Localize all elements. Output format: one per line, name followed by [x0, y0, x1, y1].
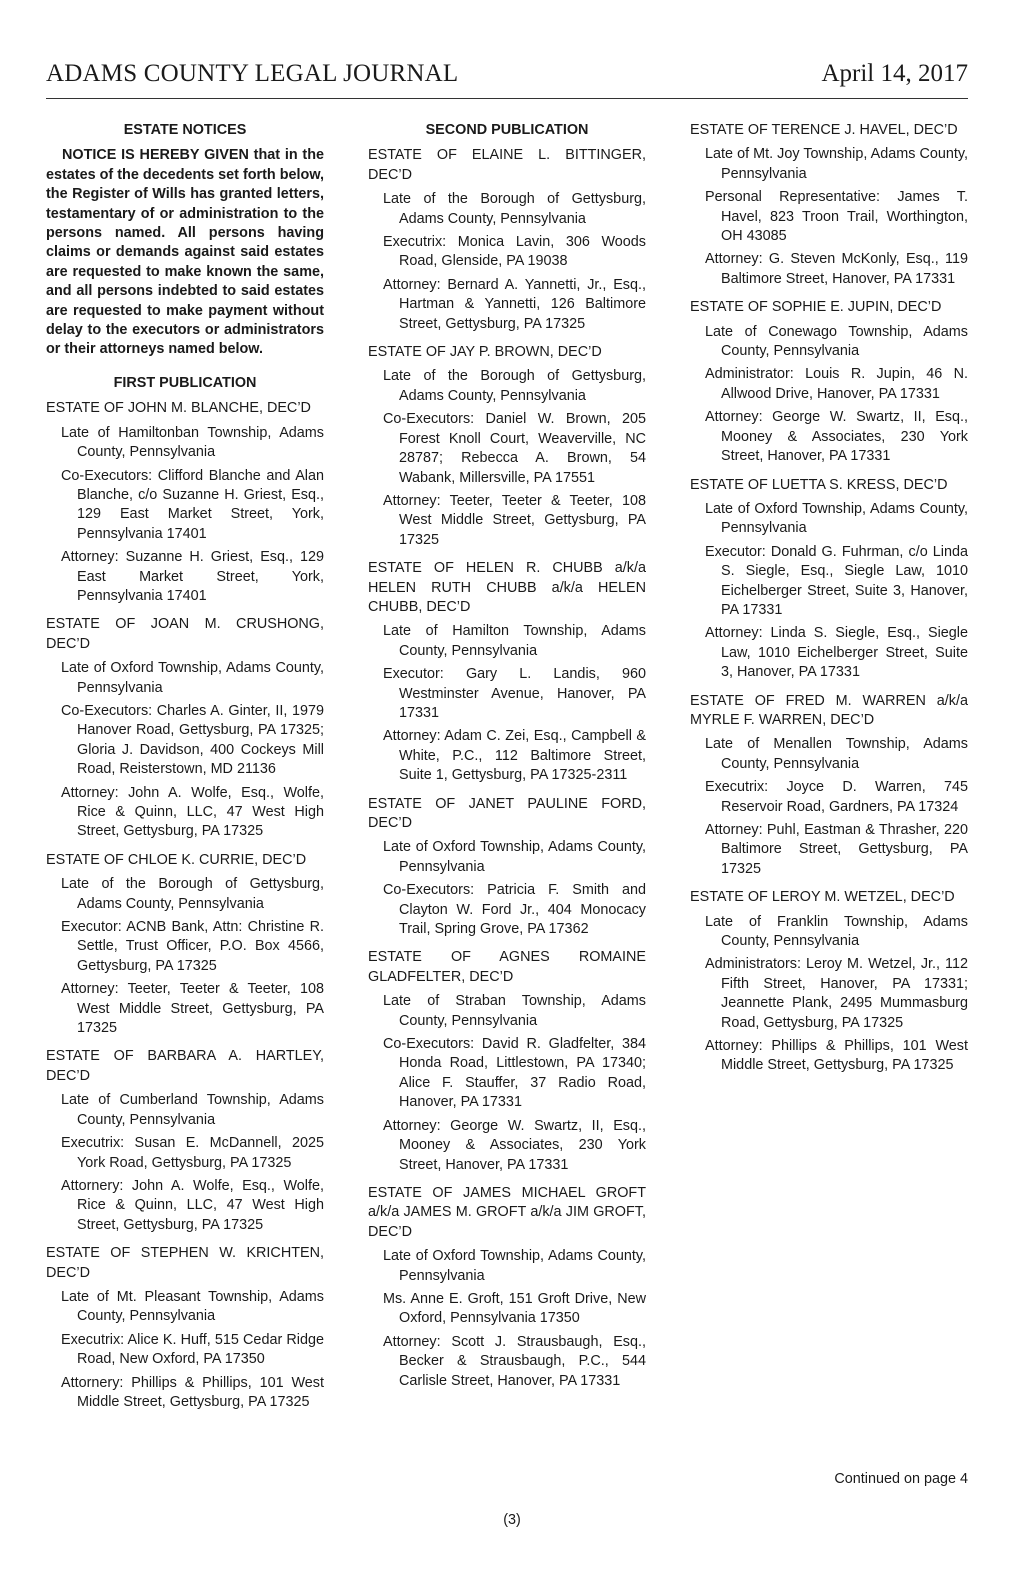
estate-detail: Administrators: Leroy M. Wetzel, Jr., 112 Fifth Street, Hanover, PA 17331; Jeannette Plank, 2495 Mummasburg Road, Gettysburg, PA 17325: [705, 956, 968, 1031]
estate-detail: Late of Oxford Township, Adams County, Pennsylvania: [383, 839, 646, 875]
estate-detail: Late of Hamiltonban Township, Adams County, Pennsylvania: [61, 424, 324, 461]
estate-detail: Attorney: Scott J. Strausbaugh, Esq., Becker & Strausbaugh, P.C., 544 Carlisle Street, Hanover, PA 17331: [383, 1333, 646, 1389]
estate-title: ESTATE OF JAY P. BROWN, DEC’D: [368, 344, 602, 361]
estate-list: [690, 121, 968, 1076]
estate-detail: Attorney: Puhl, Eastman & Thrasher, 220 Baltimore Street, Gettysburg, PA 17325: [705, 822, 968, 877]
estate-detail: Late of Mt. Pleasant Township, Adams County, Pennsylvania: [61, 1288, 324, 1325]
estate-detail: Attorney: Bernard A. Yannetti, Jr., Esq., Hartman & Yannetti, 126 Baltimore Street, Gettysburg, PA 17325: [383, 276, 646, 332]
estate-title: ESTATE OF JOAN M. CRUSHONG, DEC’D: [46, 616, 324, 652]
estate-title: ESTATE OF AGNES ROMAINE GLADFELTER, DEC’D: [368, 949, 646, 985]
estate-detail: Executrix: Susan E. McDannell, 2025 York Road, Gettysburg, PA 17325: [61, 1135, 324, 1171]
page-header: [46, 54, 968, 99]
estate-title: ESTATE OF ELAINE L. BITTINGER, DEC’D: [368, 147, 646, 183]
second-publication-heading: SECOND PUBLICATION: [425, 122, 589, 138]
estate-detail: Executor: Gary L. Landis, 960 Westminster Avenue, Hanover, PA 17331: [383, 666, 646, 721]
estate-notice: [690, 298, 968, 466]
estate-detail: Attorney: George W. Swartz, II, Esq., Mooney & Associates, 230 York Street, Hanover, PA 17331: [383, 1117, 646, 1173]
estate-notice: [690, 476, 968, 683]
estate-notice: [46, 615, 324, 841]
first-publication-heading: FIRST PUBLICATION: [113, 374, 257, 391]
estate-detail: Co-Executors: David R. Gladfelter, 384 Honda Road, Littlestown, PA 17340; Alice F. Stauffer, 37 Radio Road, Hanover, PA 17331: [383, 1036, 646, 1111]
estate-detail: Late of Menallen Township, Adams County, Pennsylvania: [705, 736, 968, 772]
estate-detail: Executrix: Alice K. Huff, 515 Cedar Ridge Road, New Oxford, PA 17350: [61, 1331, 324, 1368]
estate-detail: Executor: Donald G. Fuhrman, c/o Linda S. Siegle, Esq., Siegle Law, 1010 Eichelberger Street, Suite 3, Hanover, PA 17331: [705, 543, 968, 618]
estate-detail: Executrix: Monica Lavin, 306 Woods Road, Glenside, PA 19038: [383, 234, 646, 270]
estate-notice: [368, 146, 646, 334]
estate-detail: Late of Mt. Joy Township, Adams County, Pennsylvania: [705, 146, 968, 182]
estate-detail: Attorney: G. Steven McKonly, Esq., 119 Baltimore Street, Hanover, PA 17331: [705, 251, 968, 287]
estate-detail: Attorney: Phillips & Phillips, 101 West Middle Street, Gettysburg, PA 17325: [705, 1038, 968, 1074]
estate-detail: Administrator: Louis R. Jupin, 46 N. Allwood Drive, Hanover, PA 17331: [705, 366, 968, 402]
estate-title: ESTATE OF SOPHIE E. JUPIN, DEC’D: [690, 299, 942, 316]
estate-title: ESTATE OF JANET PAULINE FORD, DEC’D: [368, 795, 646, 831]
estate-list: [368, 146, 646, 1391]
issue-date: April 14, 2017: [821, 60, 968, 87]
estate-detail: Attorney: Linda S. Siegle, Esq., Siegle Law, 1010 Eichelberger Street, Suite 3, Hanover, PA 17331: [705, 625, 968, 681]
estate-notice: [368, 948, 646, 1174]
estate-notice: [46, 399, 324, 606]
estate-title: ESTATE OF FRED M. WARREN a/k/a MYRLE F. WARREN, DEC’D: [690, 692, 968, 728]
estate-detail: Late of Conewago Township, Adams County, Pennsylvania: [705, 323, 968, 360]
estate-list: [46, 399, 324, 1412]
estate-detail: Late of the Borough of Gettysburg, Adams County, Pennsylvania: [383, 191, 646, 227]
estate-detail: Late of Cumberland Township, Adams County, Pennsylvania: [61, 1092, 324, 1128]
estate-title: ESTATE OF BARBARA A. HARTLEY, DEC’D: [46, 1048, 324, 1084]
estate-title: ESTATE OF LUETTA S. KRESS, DEC’D: [690, 476, 948, 493]
estate-title: ESTATE OF STEPHEN W. KRICHTEN, DEC’D: [46, 1245, 324, 1281]
column-3: [690, 121, 968, 1085]
column-1: [46, 121, 324, 1421]
estate-notice: [46, 1244, 324, 1412]
estate-notice: [368, 559, 646, 785]
page-number: (3): [503, 1512, 521, 1528]
estate-detail: Attorney: George W. Swartz, II, Esq., Mooney & Associates, 230 York Street, Hanover, PA 17331: [705, 409, 968, 465]
estate-notice: [368, 343, 646, 550]
estate-detail: Co-Executors: Patricia F. Smith and Clayton W. Ford Jr., 404 Monocacy Trail, Spring Grove, PA 17362: [383, 882, 646, 938]
estate-detail: Attorney: John A. Wolfe, Esq., Wolfe, Rice & Quinn, LLC, 47 West High Street, Gettysburg, PA 17325: [61, 784, 324, 840]
estate-detail: Late of Straban Township, Adams County, Pennsylvania: [383, 993, 646, 1029]
estate-detail: Attornery: Phillips & Phillips, 101 West Middle Street, Gettysburg, PA 17325: [61, 1374, 324, 1410]
estate-notice: [368, 795, 646, 940]
estate-detail: Late of Oxford Township, Adams County, Pennsylvania: [383, 1248, 646, 1284]
estate-detail: Late of Oxford Township, Adams County, Pennsylvania: [61, 660, 324, 696]
estate-notice: [690, 121, 968, 289]
journal-title: ADAMS COUNTY LEGAL JOURNAL: [46, 60, 459, 87]
estate-title: ESTATE OF LEROY M. WETZEL, DEC’D: [690, 889, 955, 906]
estate-notice: [690, 888, 968, 1076]
estate-detail: Late of the Borough of Gettysburg, Adams County, Pennsylvania: [61, 876, 324, 912]
estate-detail: Late of Oxford Township, Adams County, Pennsylvania: [705, 500, 968, 537]
estate-notice: [46, 1047, 324, 1235]
estate-title: ESTATE OF JOHN M. BLANCHE, DEC’D: [46, 400, 311, 417]
estate-detail: Executrix: Joyce D. Warren, 745 Reservoir Road, Gardners, PA 17324: [705, 779, 968, 815]
estate-notice: [690, 692, 968, 880]
estate-detail: Attorney: Suzanne H. Griest, Esq., 129 East Market Street, York, Pennsylvania 17401: [61, 549, 324, 604]
estate-title: ESTATE OF CHLOE K. CURRIE, DEC’D: [46, 851, 307, 868]
column-2: [368, 121, 646, 1400]
estate-detail: Attorney: Adam C. Zei, Esq., Campbell & White, P.C., 112 Baltimore Street, Suite 1, Gettysburg, PA 17325-2311: [383, 728, 646, 784]
estate-title: ESTATE OF JAMES MICHAEL GROFT a/k/a JAMES M. GROFT a/k/a JIM GROFT, DEC’D: [368, 1184, 646, 1240]
estate-detail: Personal Representative: James T. Havel, 823 Troon Trail, Worthington, OH 43085: [705, 189, 968, 245]
estate-detail: Executor: ACNB Bank, Attn: Christine R. Settle, Trust Officer, P.O. Box 4566, Gettysburg, PA 17325: [61, 919, 324, 974]
estate-notice: [46, 851, 324, 1039]
estate-detail: Late of Franklin Township, Adams County, Pennsylvania: [705, 913, 968, 950]
estate-title: ESTATE OF HELEN R. CHUBB a/k/a HELEN RUTH CHUBB a/k/a HELEN CHUBB, DEC’D: [368, 560, 646, 615]
estate-detail: Attornery: John A. Wolfe, Esq., Wolfe, Rice & Quinn, LLC, 47 West High Street, Gettysburg, PA 17325: [61, 1177, 324, 1233]
estate-detail: Ms. Anne E. Groft, 151 Groft Drive, New Oxford, Pennsylvania 17350: [383, 1290, 646, 1327]
estate-title: ESTATE OF TERENCE J. HAVEL, DEC’D: [690, 122, 958, 138]
continued-note: Continued on page 4: [834, 1471, 968, 1487]
estate-detail: Attorney: Teeter, Teeter & Teeter, 108 West Middle Street, Gettysburg, PA 17325: [61, 981, 324, 1037]
notices-heading: ESTATE NOTICES: [123, 122, 247, 138]
estate-notice: [368, 1184, 646, 1391]
estate-detail: Co-Executors: Clifford Blanche and Alan Blanche, c/o Suzanne H. Griest, Esq., 129 East Market Street, York, Pennsylvania 17401: [61, 467, 324, 542]
estate-detail: Co-Executors: Charles A. Ginter, II, 1979 Hanover Road, Gettysburg, PA 17325; Gloria J. Davidson, 400 Cockeys Mill Road, Reisterstown, MD 21136: [61, 702, 324, 778]
estate-detail: Co-Executors: Daniel W. Brown, 205 Forest Knoll Court, Weaverville, NC 28787; Rebecca A. Brown, 54 Wabank, Millersville, PA 17551: [383, 411, 646, 486]
notice-intro: NOTICE IS HEREBY GIVEN that in the estates of the decedents set forth below, the Register of Wills has granted letters, testamentary of or administration to the persons named. All persons having claims or demands against said estates are requested to make known the same, and all persons indebted to said estates are requested to make payment without delay to the executors or administrators or their attorneys named below.: [46, 147, 324, 358]
estate-detail: Attorney: Teeter, Teeter & Teeter, 108 West Middle Street, Gettysburg, PA 17325: [383, 492, 646, 548]
estate-detail: Late of Hamilton Township, Adams County, Pennsylvania: [383, 623, 646, 659]
estate-detail: Late of the Borough of Gettysburg, Adams County, Pennsylvania: [383, 368, 646, 404]
